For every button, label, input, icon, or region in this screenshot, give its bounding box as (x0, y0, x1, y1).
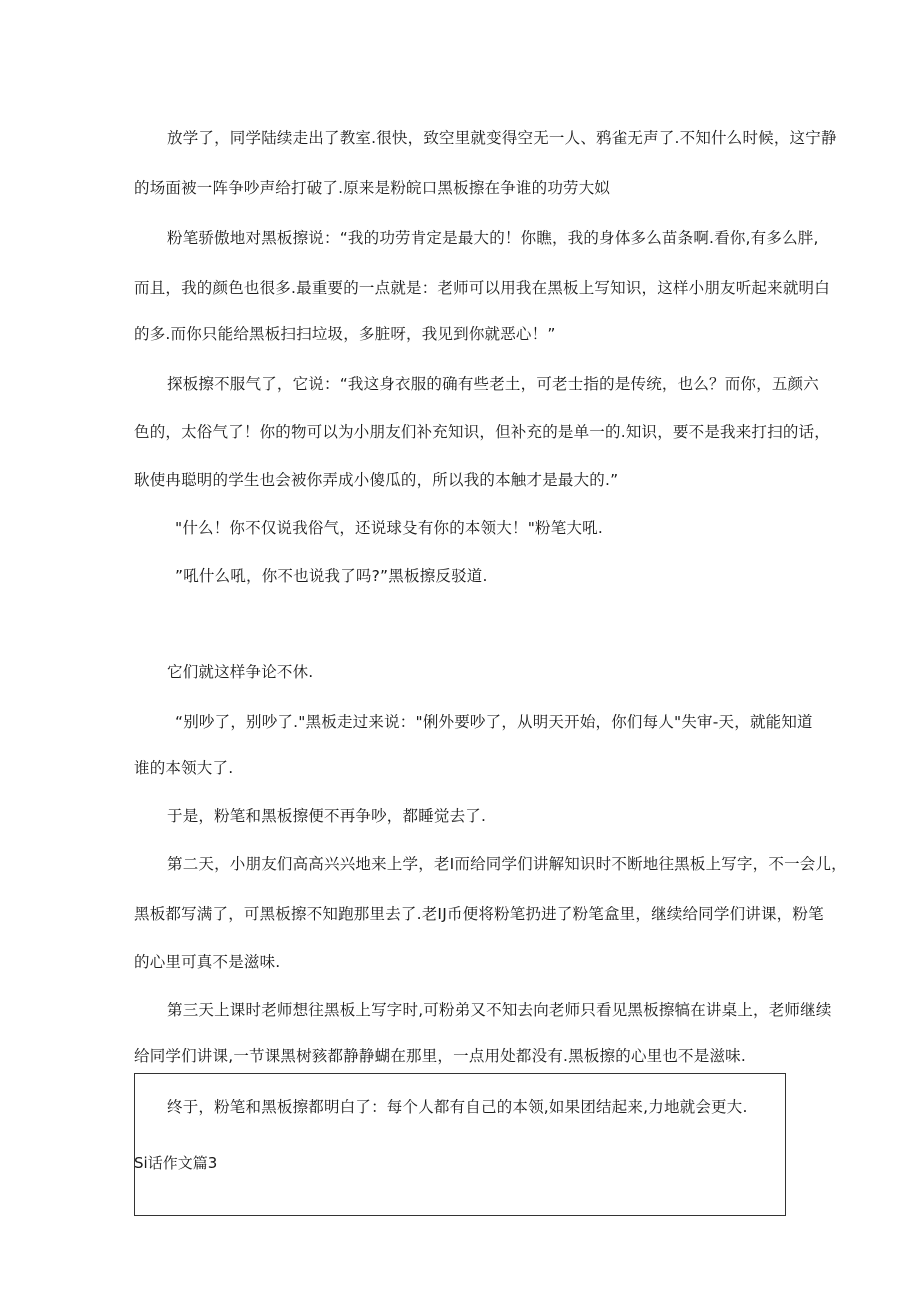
text-line-8: 耿使冉聪明的学生也会被你弄成小傻瓜的，所以我的本触才是最大的.” (134, 471, 619, 489)
text-line-13: 谁的本领大了. (134, 759, 234, 777)
text-line-20: 终于，粉笔和黑板擦都明白了：每个人都有自己的本领,如果团结起来,力地就会更大. (167, 1098, 748, 1116)
text-line-2: 的场面被一阵争吵声给打破了.原来是粉皖口黑板擦在争谁的功劳大姒 (134, 179, 611, 197)
text-line-12: “别吵了，别吵了."黑板走过来说："俐外要吵了，从明天开始，你们每人"失审-天，就能知道 (175, 713, 813, 731)
text-line-14: 于是，粉笔和黑板擦便不再争吵，都睡觉去了. (167, 807, 487, 825)
text-line-19: 给同学们讲课,一节课黑树豥都静静蝴在那里，一点用处都没有.黑板擦的心里也不是滋味. (134, 1047, 746, 1065)
text-line-15: 第二天，小朋友们高高兴兴地来上学，老I而给同学们讲解知识时不断地往黑板上写字，不一会儿， (167, 855, 847, 873)
text-line-6: 探板擦不服气了，它说：“我这身衣服的确有些老土，可老士指的是传统，也么？而你，五颜六 (167, 375, 819, 393)
text-line-16: 黑板都写满了，可黑板擦不知跑那里去了.老IJ币便将粉笔扔进了粉笔盒里，继续给同学们讲课，粉笔 (134, 905, 824, 923)
text-line-3: 粉笔骄傲地对黑板擦说：“我的功劳肯定是最大的！你瞧，我的身体多么苗条啊.看你,有多么胖, (167, 229, 819, 247)
text-line-17: 的心里可真不是滋味. (134, 953, 281, 971)
text-line-5: 的多.而你只能给黑板扫扫垃圾，多脏呀，我见到你就恶心！” (134, 325, 556, 343)
text-line-18: 第三天上课时老师想往黑板上写字时,可粉弟又不知去向老师只看见黑板擦犒在讲桌上，老师继续 (167, 1001, 832, 1019)
text-line-11: 它们就这样争论不休. (167, 663, 314, 681)
bordered-box (134, 1073, 786, 1216)
text-line-4: 而且，我的颜色也很多.最重要的一点就是：老师可以用我在黑板上写知识，这样小朋友听起来就明白 (134, 279, 830, 297)
text-line-7: 色的，太俗气了！你的物可以为小朋友们补充知识，但补充的是单一的.知识，要不是我来打扫的话， (134, 423, 830, 441)
text-line-9: "什么！你不仅说我俗气，还说球殳有你的本领大！"粉笔大吼. (175, 519, 603, 537)
section-title: Si话作文篇3 (134, 1154, 218, 1172)
text-line-1: 放学了，同学陆续走出了教室.很快，致空里就变得空无一人、鸦雀无声了.不知什么时候，这宁静 (167, 129, 837, 147)
text-line-10: ”吼什么吼，你不也说我了吗?”黑板擦反驳道. (175, 567, 488, 585)
